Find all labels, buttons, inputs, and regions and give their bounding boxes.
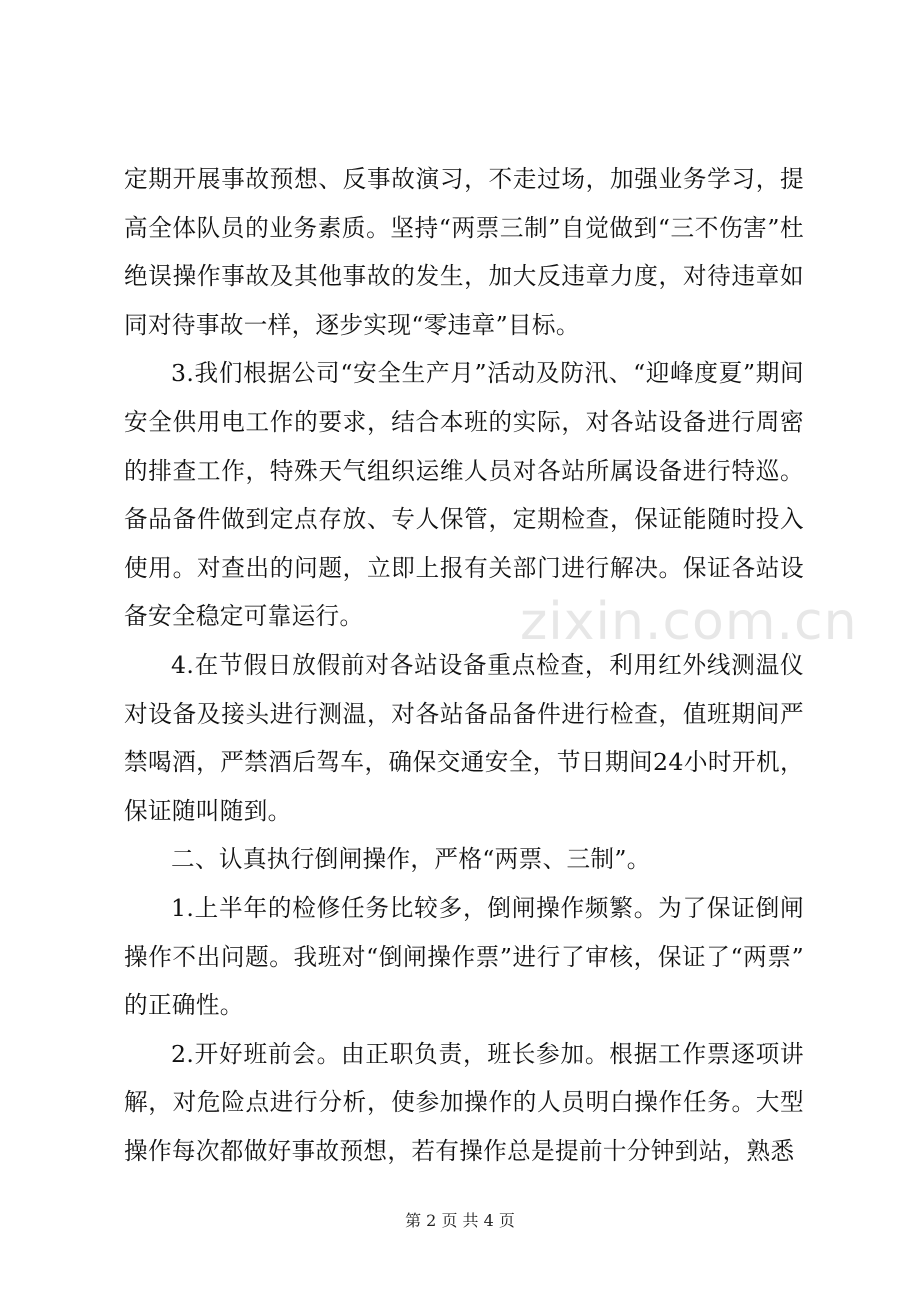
paragraph-4: 二、认真执行倒闸操作，严格“两票、三制”。 xyxy=(171,845,651,874)
watermark-text: zixin.com.cn xyxy=(520,592,858,652)
paragraph-5: 1.上半年的检修任务比较多，倒闸操作频繁。为了保证倒闸操作不出问题。我班对“倒闸操作票”进行了审核，保证了“两票”的正确性。 xyxy=(124,893,804,1020)
page-footer: 第 2 页 共 4 页 xyxy=(405,1211,515,1230)
paragraph-2: 3.我们根据公司“安全生产月”活动及防汛、“迎峰度夏”期间安全供用电工作的要求，结合本班的实际，对各站设备进行周密的排查工作，特殊天气组织运维人员对各站所属设备进行特巡。备品备件做到定点存放、专人保管，定期检查，保证能随时投入使用。对查出的问题，立即上报有关部门进行解决。保证各站设备安全稳定可靠运行。 xyxy=(124,359,804,631)
paragraph-1: 定期开展事故预想、反事故演习，不走过场，加强业务学习，提高全体队员的业务素质。坚持“两票三制”自觉做到“三不伤害”杜绝误操作事故及其他事故的发生，加大反违章力度，对待违章如同对待事故一样，逐步实现“零违章”目标。 xyxy=(124,165,804,339)
paragraph-6: 2.开好班前会。由正职负责，班长参加。根据工作票逐项讲解，对危险点进行分析，使参加操作的人员明白操作任务。大型操作每次都做好事故预想，若有操作总是提前十分钟到站，熟悉 xyxy=(124,1039,804,1165)
document-body xyxy=(124,155,804,1175)
paragraph-3: 4.在节假日放假前对各站设备重点检查，利用红外线测温仪对设备及接头进行测温，对各站备品备件进行检查，值班期间严禁喝酒，严禁酒后驾车，确保交通安全，节日期间24小时开机，保证随叫随到。 xyxy=(124,650,804,825)
